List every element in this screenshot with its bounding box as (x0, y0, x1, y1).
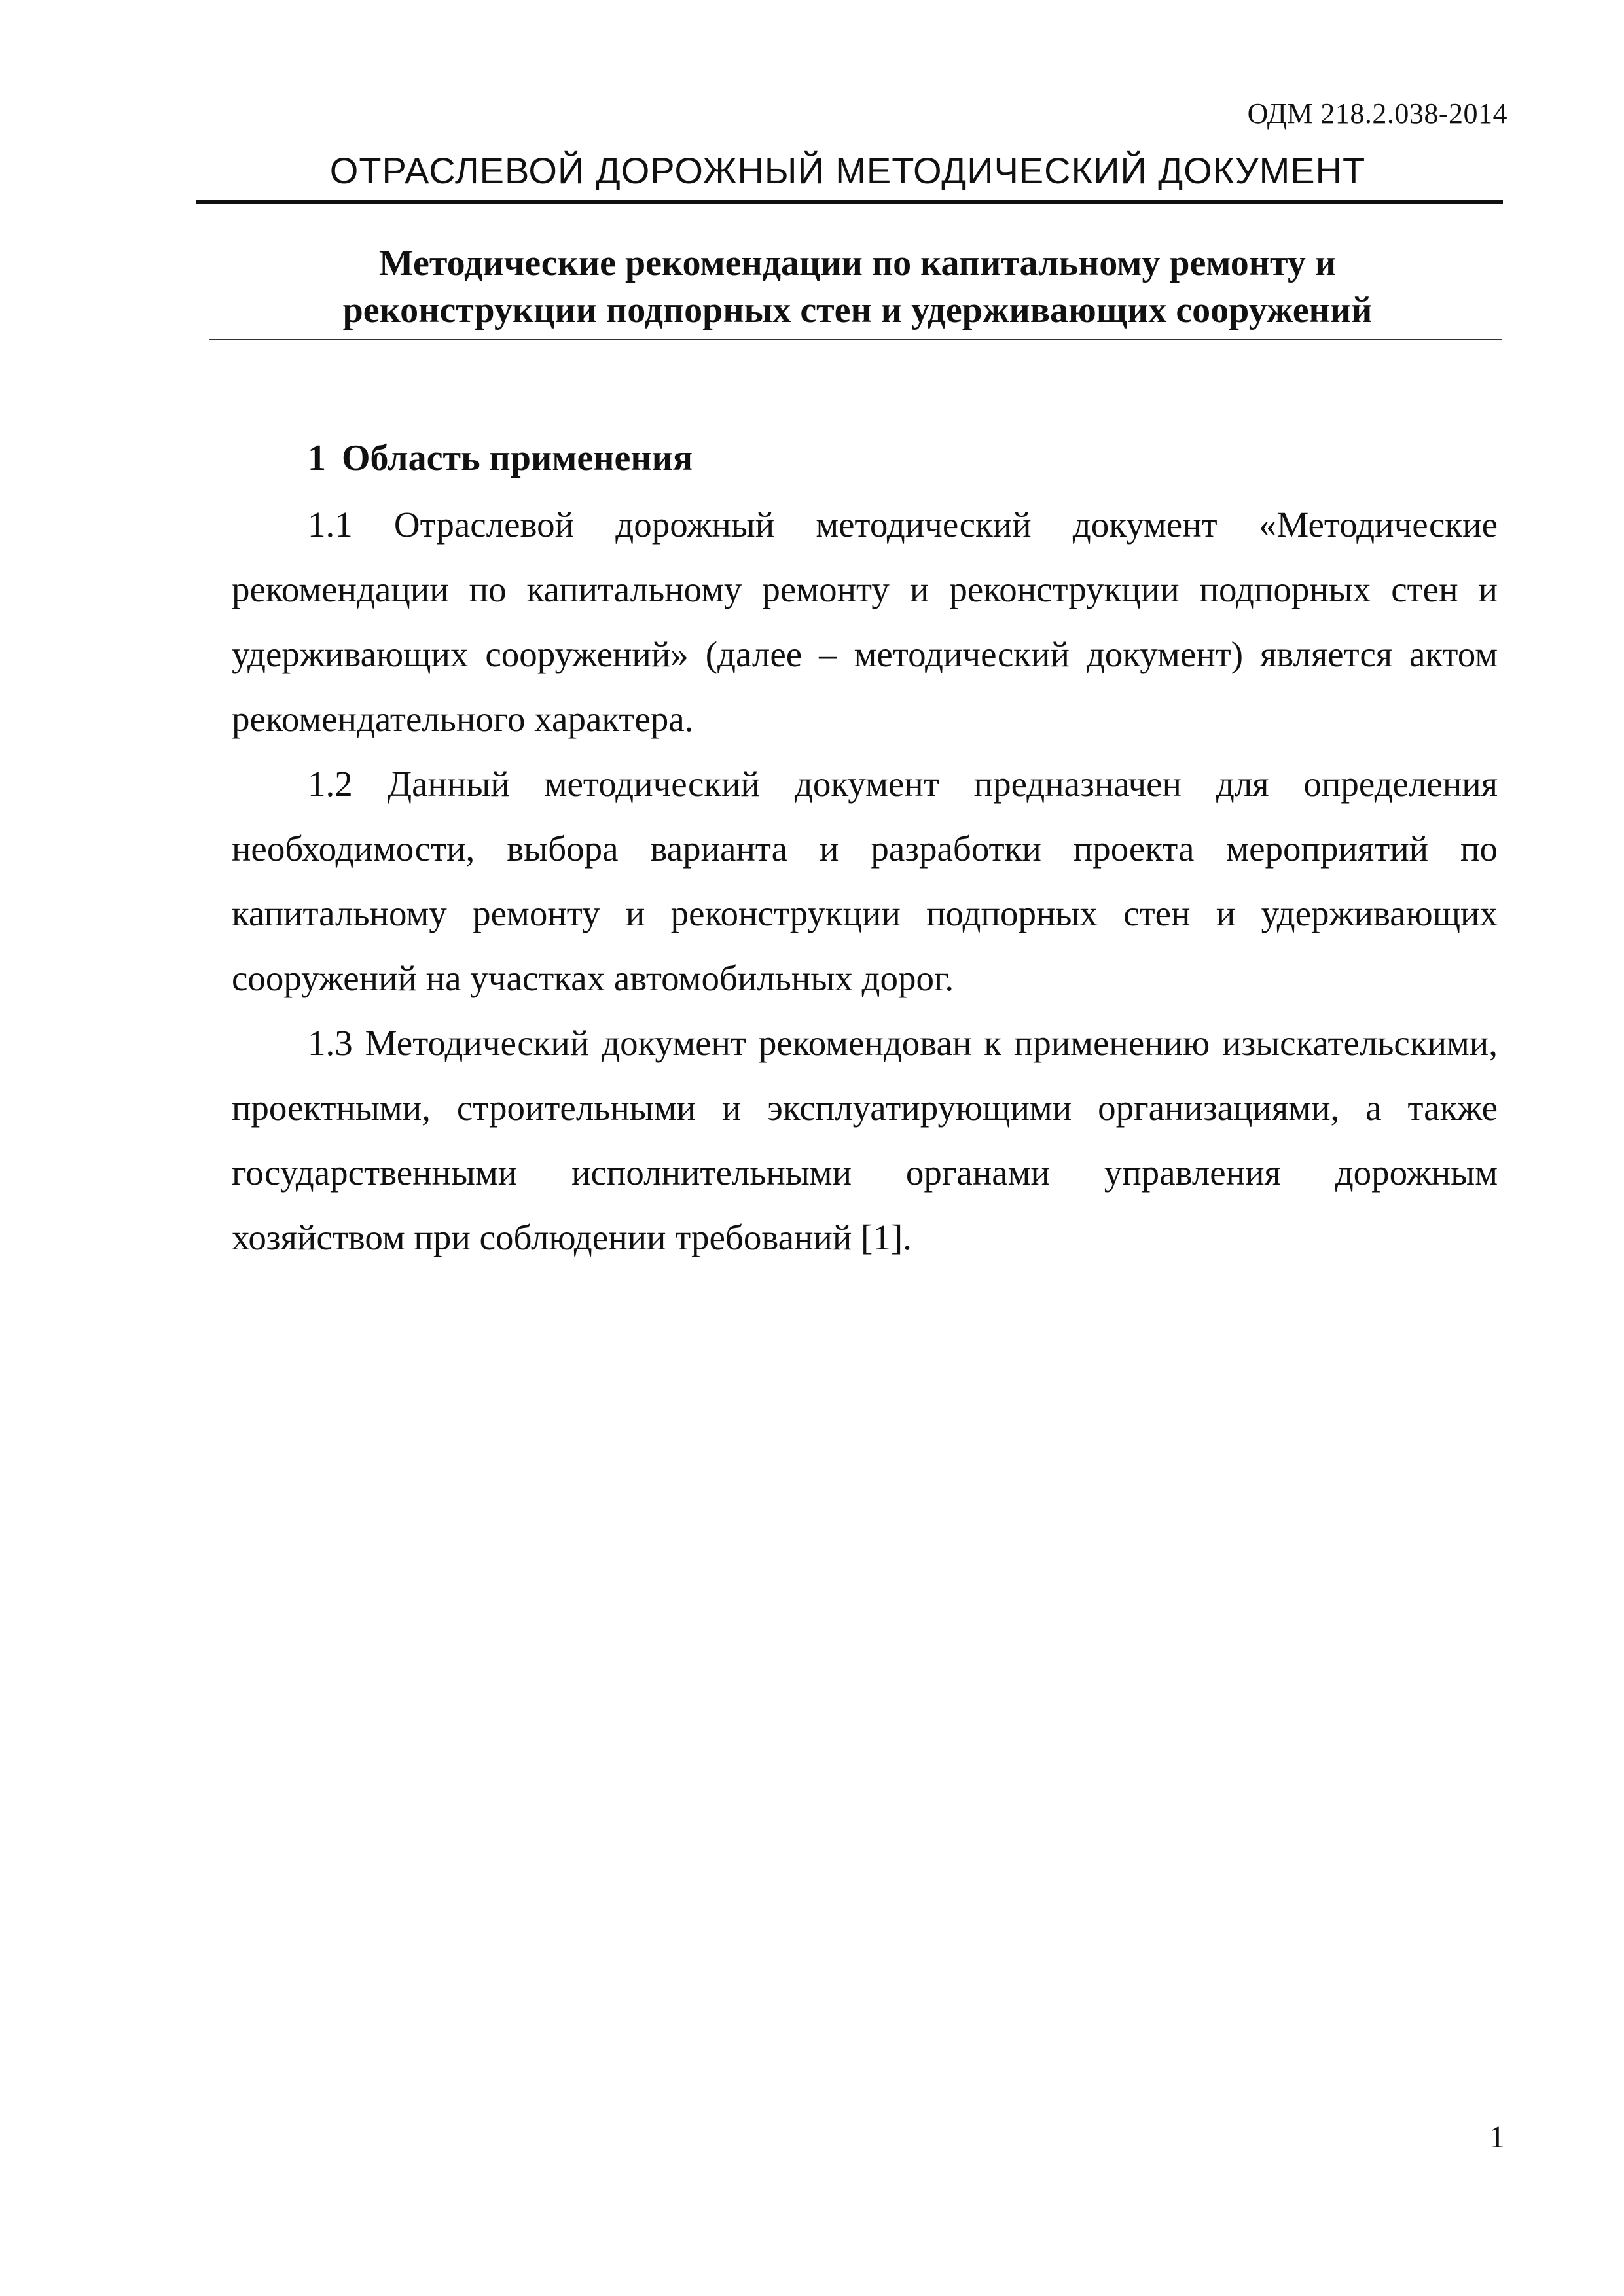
document-type-heading: ОТРАСЛЕВОЙ ДОРОЖНЫЙ МЕТОДИЧЕСКИЙ ДОКУМЕНТ (329, 150, 1366, 191)
paragraph-1-3: 1.3 Методический документ рекомендован к применению изыскательскими, проектными, строительными и эксплуатирующими организациями, а также государственными исполнительными органами управления дорожным хозяйством при соблюдении требований [1]. (232, 1023, 1498, 1257)
section-title: Область применения (342, 438, 693, 478)
document-title-line-2: реконструкции подпорных стен и удерживающих сооружений (342, 290, 1373, 331)
section-heading (308, 437, 693, 479)
document-title-line-1: Методические рекомендации по капитальному ремонту и (378, 243, 1337, 283)
document-code: ОДМ 218.2.038-2014 (1247, 98, 1507, 130)
section-number: 1 (308, 438, 326, 478)
paragraph-1-1: 1.1 Отраслевой дорожный методический документ «Методические рекомендации по капитальному ремонту и реконструкции подпорных стен и удерживающих сооружений» (далее – методический документ) является актом рекомендательного характера. (232, 505, 1498, 739)
document-title (209, 240, 1506, 334)
header-divider (196, 200, 1503, 204)
paragraph-1-2: 1.2 Данный методический документ предназначен для определения необходимости, выбора варианта и разработки проекта мероприятий по капитальному ремонту и реконструкции подпорных стен и удерживающих сооружений на участках автомобильных дорог. (232, 764, 1498, 998)
title-divider (209, 339, 1502, 340)
section-body (232, 492, 1498, 1270)
page-number: 1 (1489, 2120, 1505, 2155)
